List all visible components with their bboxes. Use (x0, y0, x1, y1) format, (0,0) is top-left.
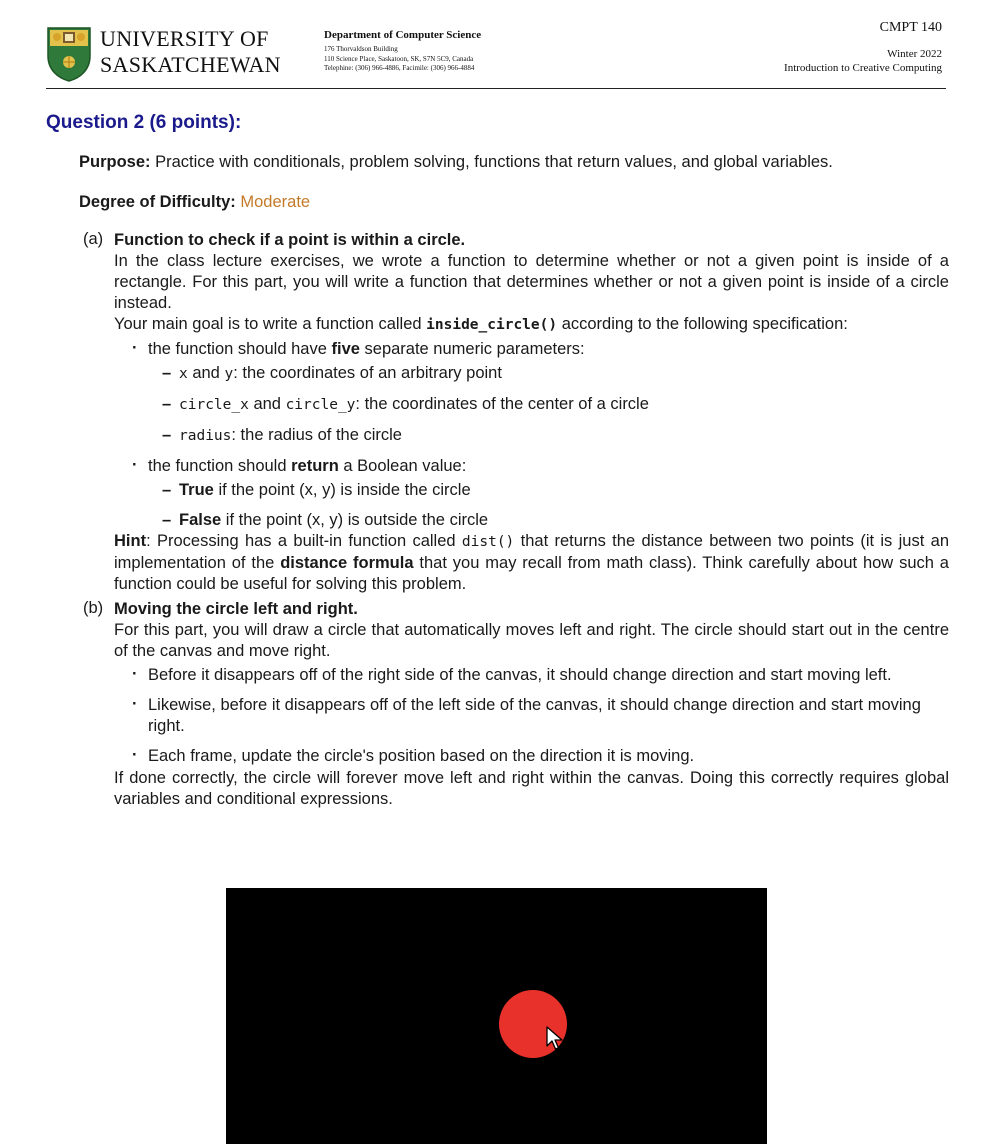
processing-canvas-screenshot (226, 888, 767, 1144)
goal-text: Your main goal is to write a function called (114, 315, 422, 333)
goal-text-end: according to the following specification: (561, 315, 848, 333)
hint-label: Hint (114, 532, 147, 550)
question-body (79, 152, 949, 810)
part-a-intro: In the class lecture exercises, we wrote a function to determine whether or not a given point is inside of a rectangle. For this part, you will write a function that determines whether or not a given point is inside of a circle instead. (114, 252, 949, 312)
param-desc: : the coordinates of the center of a circle (355, 395, 649, 413)
difficulty-label: Degree of Difficulty: (79, 193, 236, 211)
difficulty-line (79, 192, 949, 213)
part-b-closing: If done correctly, the circle will forever move left and right within the canvas. Doing this correctly requires global variables and conditional expressions. (114, 769, 949, 808)
param-code: radius (179, 428, 232, 444)
address-line: 176 Thorvaldson Building (324, 45, 398, 53)
list-item (162, 363, 949, 385)
page-header (46, 18, 946, 89)
hint-text-end: that you may recall from math class). Think carefully about how such a function could be useful for solving this problem. (114, 554, 949, 593)
hint-paragraph (114, 531, 949, 595)
param-code: x (179, 366, 188, 382)
course-block (784, 20, 942, 75)
param-list (148, 363, 949, 447)
department-block (324, 29, 481, 74)
list-item (162, 425, 949, 447)
hint-text: : Processing has a built-in function called (146, 532, 456, 550)
return-text: the function should (148, 457, 287, 475)
param-and: and (192, 364, 220, 382)
purpose-text: Practice with conditionals, problem solving, functions that return values, and global variables. (155, 153, 833, 171)
course-title: Introduction to Creative Computing (784, 62, 942, 74)
list-item: · Before it disappears off of the right side of the canvas, it should change direction and start moving left. (132, 665, 949, 686)
params-text-end: separate numeric parameters: (364, 340, 585, 358)
spec-list (114, 339, 949, 531)
param-code: circle_x (179, 397, 249, 413)
param-and: and (253, 395, 281, 413)
param-code: y (224, 366, 234, 382)
part-a (79, 230, 949, 595)
list-item (162, 394, 949, 416)
false-desc: if the point (x, y) is outside the circle (225, 511, 489, 529)
list-item (132, 456, 949, 531)
part-b (79, 599, 949, 810)
university-crest-icon (46, 26, 92, 82)
function-name-code: inside_circle() (426, 317, 558, 333)
university-name (100, 26, 281, 78)
movement-list (114, 665, 949, 767)
course-code: CMPT 140 (879, 20, 942, 35)
list-item (162, 480, 949, 501)
purpose-label: Purpose: (79, 153, 151, 171)
return-bold: return (291, 457, 339, 475)
list-item: · Each frame, update the circle's position based on the direction it is moving. (132, 746, 949, 767)
list-item: · Likewise, before it disappears off of the left side of the canvas, it should change direction and start moving right. (132, 695, 949, 737)
part-b-intro: For this part, you will draw a circle that automatically moves left and right. The circle should start out in the centre of the canvas and move right. (114, 621, 949, 660)
university-name-line1: UNIVERSITY OF (100, 26, 269, 51)
true-desc: if the point (x, y) is inside the circle (218, 481, 471, 499)
address-line: 110 Science Place, Saskatoon, SK, S7N 5C9, Canada (324, 54, 474, 63)
params-count: five (331, 340, 360, 358)
mouse-cursor-icon (546, 1026, 564, 1052)
part-a-label: (a) (83, 230, 104, 248)
difficulty-value: Moderate (240, 193, 311, 211)
phone-line: Telephine: (306) 966-4886, Facimile: (306) 966-4884 (324, 64, 475, 72)
part-a-title: Function to check if a point is within a circle. (114, 231, 466, 249)
list-item (162, 510, 949, 531)
part-b-label: (b) (83, 599, 104, 617)
part-a-goal (114, 314, 949, 336)
return-text-end: a Boolean value: (343, 457, 467, 475)
hint-bold: distance formula (280, 554, 414, 572)
list-item (132, 339, 949, 447)
part-b-title: Moving the circle left and right. (114, 600, 358, 618)
false-label: False (179, 511, 222, 529)
purpose-line (79, 152, 949, 173)
dist-code: dist() (461, 534, 515, 550)
params-text: the function should have (148, 340, 327, 358)
param-code: circle_y (285, 397, 356, 413)
question-title: Question 2 (6 points): (46, 112, 242, 133)
return-list (148, 480, 949, 531)
course-term: Winter 2022 (887, 48, 942, 60)
true-label: True (179, 481, 214, 499)
hint-text-mid: that returns the distance between two points (it is just an implementation of the (114, 532, 950, 572)
university-name-line2: SASKATCHEWAN (100, 52, 281, 77)
param-desc: : the radius of the circle (231, 426, 402, 444)
param-desc: : the coordinates of an arbitrary point (233, 364, 502, 382)
department-name: Department of Computer Science (324, 29, 482, 41)
